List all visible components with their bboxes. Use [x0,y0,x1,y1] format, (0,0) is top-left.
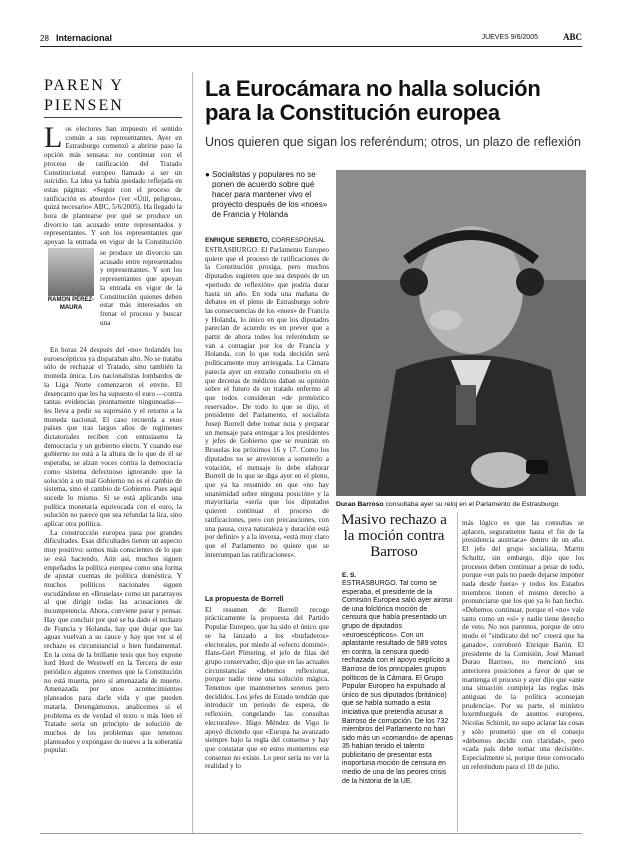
opinion-body-1: os electores han impuesto el sentido común a sus representantes. Ayer en Estrasburgo comenzó a abrirse paso la opción más sensata: no continuar con el proceso de ratificación del Tratado Constitucional europeo llamado a ser un suicidio. La idea ya había quedado reflejada en estas páginas: «Seguir con el proceso de ratificación es absurdo» (ver «Útil, peligroso, quizá necesario» ABC, 5/6/2005). Ha llegado la hora de plantearse por qué se produce un divorcio tan acusado entre representados y representantes. Y son los representantes que apoyan la entrada en vigor de la Constitución [44,125,182,247]
footer-rule [40,833,582,834]
dropcap: L [44,125,63,154]
bullet-item: ● Socialistas y populares no se ponen de acuerdo sobre qué hacer para mantener vivo el proyecto después de los «noes» de Francia y Holanda [205,170,328,219]
box-title: Masivo rechazo a la moción contra Barroso [341,512,447,560]
caption-text: consultaba ayer su reloj en el Parlamento de Estrasburgo [385,501,559,508]
article-section-2 [205,592,329,830]
opinion-body-3: La construcción europea pasa por grandes dificultades. Esas dificultades tienen un aspecto muy positivo: somos más conscientes de lo que se está haciendo. Aún así, muchos siguen empeñados la política europea como una forma de ajustar cuentas de política doméstica. Y muchos políticos nacionales siguen escudándose en «Bruselas» como un pararrayos al que dirigir todas las acusaciones de incompetencia. Ahora, conviene parar y pensar. Hay que concluir por qué se ha dado el rechazo de Francia y Holanda, hay que dejar que las aguas vuelvan a su cauce y hay que ver si el rechazo es circunstancial o bien fundamental. En la cena de la brillante tesis que hoy expone lord Hurd de Westwell en la Tercera de este periódico algunos creemos que la Constitución no está muerta, pero sí amenazada de muerte. Amenazada por unos acontecimientos planeados para darle vida y que pueden matarla. Detengámonos, analicemos si el problema es de verdad el texto o más bien el Tratado sería un principio de solución de muchos de los problemas que tenemos planteados y expóngase de nuevo a la soberanía popular. [44,528,182,755]
opinion-body-2: En horas 24 después del «no» holandés los euroescépticos ya disparaban alto. No se trataba sólo de rechazar el Tratado, sino también la moneda única. Los nacionalistas lombardos de la Liga Norte comenzaron el envite. El desencanto que les ha supuesto el euro —contra tantas evidencias prontamente ninguneadas— les lleva a pedir su supresión y el retorno a la moneda nacional. El caso recuerda a esos países que tras largos años de regímenes dictatoriales reciben con entusiasmo la democracia y un gobierno electo. Y cuando ese gobierno no está a la altura de lo que de él se esperaba, se alzan voces contra la democracia como sistema defectuoso ignorando que la solución a un mal Gobierno no es el cambio de sistema, sino el cambio de Gobierno. Pues aquí sucede lo mismo. Si se está aplicando una política monetaria equivocada con el euro, la solución no parece que sea refundar la lira, sino aplicar otra política. [44,346,182,529]
box-body: ESTRASBURGO. Tal como se esperaba, el presidente de la Comisión Europea salió ayer airoso de una folclórica moción de censura que había presentado un grupo de diputados «euroescépticos». Con un aplastante resultado de 589 votos en contra, la censura quedó rechazada con el apoyo explícito a Barroso de los principales grupos políticos de la Cámara. El Grupo Popular Europeo ha expulsado al único de sus diputados (británico) que se había sumado a esta iniciativa que pretendía acusar a Barroso de corrupción. De los 732 miembros del Parlamento no han sido más un «comando» de apenas 35 habían tenido el talento publicitario de presentar esta inoportuna moción de censura en medio de una de las peores crisis de la historia de la UE. [342,580,453,785]
opinion-body [44,346,182,833]
section-name: Internacional [56,33,113,43]
opinion-title: PAREN Y PIENSEN [44,77,124,114]
article-body-2: El resumen de Borrell recoge prácticamente la propuesta del Partido Popular Europeo, que ha sido el único que se ha lanzado a los «burladeros» electorales, por miedo al «efecto dominó». Hans-Gert Pöttering, el jefe de filas del grupo conservador, dijo que en las actuales circunstancias «debemos reflexionar, porque nadie tiene una solución mágica. Tenemos que mantenernos serenos pero decididos. Los jefes de Estado tendrán que introducir un periodo de espera, de reflexión, congelando las consultas electorales». Iñigo Méndez de Vigo le apoyó diciendo que «Europa ha avanzado siempre bajo la regla del consenso y hay que constatar que en estos momentos ese consenso no existe. Lo peor sería no ver la realidad y lo [205,605,329,771]
right-column-body: más lógico es que las consultas se aplacen, seguramente hasta el fin de la presidencia austriaca» dentro de un año. El jefe del grupo socialista, Martin Schultz, sin embargo, dijo que los procesos deben continuar a pesar de todo, porque «un país no puede dejarse imponer nada desde fuera» y todos los Estados miembros tienen el mismo derecho a pronunciarse que los que ya lo han hecho. «Debemos continuar, porque el «no» vale tanto como un «sí» y nadie tiene derecho de veto. No nos paremos, porque de otro modo el "sindicato del no" creerá que ha ganado», corroboró Enrique Barón. El presidente de la Comisión, José Manuel Durao Barroso, no mencionó sus anteriores posiciones a favor de que se mantenga el proceso y ayer dijo que «ante una situación compleja las reglas más antiguas de la política aconsejan prudencia». Por su parte, el ministro luxemburgués de asuntos europeos, Nicolas Schimit, no supo aclarar las cosas y sólo prometió que en el consejo «debemos decidir con claridad», pero «cada país debe tomar una decisión». Especialmente si, porque tiene convocado un referéndum para el 10 de julio. [462,519,584,771]
byline-role: CORRESPONSAL [271,237,326,244]
masthead-logo: ABC [562,32,582,42]
byline-name: ENRIQUE SERBETO, [205,237,270,244]
box-divider [457,512,458,832]
page-number: 28 [40,34,49,43]
photo-illustration [336,170,586,496]
article-subtitle: La propuesta de Borrell [205,596,284,603]
article-bullets [205,170,329,220]
author-photo [48,248,94,296]
opinion-continued [100,249,182,345]
header-rule [40,46,582,47]
article-subhead: Unos quieren que sigan los referéndum; otros, un plazo de reflexión [205,135,581,149]
page-header [40,32,582,46]
article-headline: La Eurocámara no halla solución para la Constitución europea [205,76,541,125]
column-divider [192,72,193,834]
box-byline: E. S. [342,572,357,579]
article-byline [205,237,329,244]
opinion-intro [44,125,182,248]
photo-caption [336,501,586,508]
author-name: RAMÓN PÉREZ-MAURA [47,297,95,311]
caption-name: Durao Barroso [336,501,384,508]
opinion-rule [44,117,182,118]
article-body-1: ESTRASBURGO. El Parlamento Europeo quiere que el proceso de ratificaciones de la Constitución prosiga, pero muchos diputados sugieren que sea después de un «periodo de reflexión» que podría durar hasta un año. En toda una mañana de debates en el pleno de Estrasburgo sobre las consecuencias de los «noes» de Francia y Holanda, lo único en que los diputados parecían de acuerdo es en prever que a partir de ahora todos los referéndum se van a contagiar por los de Francia y Holanda, con lo que toda decisión será políticamente muy arriesgada. La Cámara parecía ayer un extraño consultorio en el que decenas de médicos daban su opinión sobre el futuro de un tratado enfermo al que todos consideran «de pronóstico reservado». De todo lo que se dijo, el presidente del Parlamento, el socialista Josep Borrell debe tomar nota y preparar un mensaje para entregar a los presidentes y jefes de Gobierno que se reunirán en Bruselas los próximos 16 y 17. Como los diputados no se atrevieron a someterlo a votación, el mensaje lo debe elaborar Borrell de lo que se diga ayer en el pleno, que ya ha resumido en que «no hay unanimidad sobre ninguna posición» y la mayoritaria «sería que los diputados quieren continuar el proceso de ratificaciones, pero con precauciones, con una pausa, cuya naturaleza y duración está por definir» y a la inversa, «está muy claro que el Parlamento no quiere que se interrumpan las ratificaciones». [205,246,329,559]
opinion-body-1-cont: se produce un divorcio tan acusado entre representados y representantes. Y son los representantes que apoyan la entrada en vigor de la Constitución quienes deben estar más interesados en frenar el proceso y buscar una [100,249,182,327]
issue-date: JUEVES 9/6/2005 [481,34,538,41]
article-photo [336,170,586,496]
